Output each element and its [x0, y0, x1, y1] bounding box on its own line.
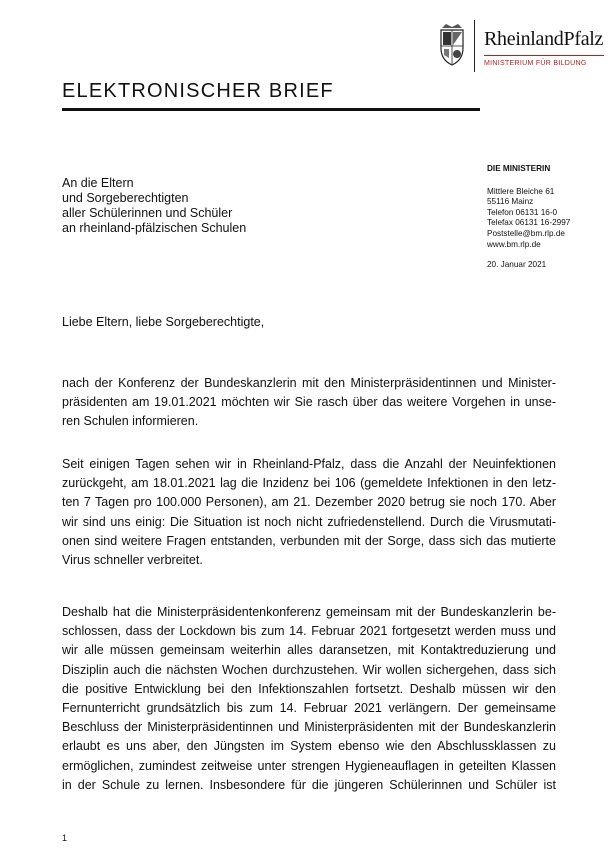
- page-number: 1: [62, 833, 68, 843]
- paragraph-line: Seit einigen Tagen sehen wir in Rheinland-Pfalz, dass die Anzahl der Neuinfektionen: [62, 457, 556, 471]
- sender-block: [487, 164, 570, 271]
- paragraph-line: ermöglichen, zumindest zeitweise unter strengen Hygieneauflagen in geteilten Klassen: [62, 758, 556, 773]
- paragraph-line: nach der Konferenz der Bundeskanzlerin mit den Ministerpräsidentinnen und Minister-: [62, 376, 556, 390]
- recipient-line: an rheinland-pfälzischen Schulen: [62, 221, 247, 235]
- sender-email-link[interactable]: Poststelle@bm.rlp.de: [487, 228, 565, 238]
- coat-of-arms-icon: [438, 22, 466, 66]
- paragraph-line: ren Schulen informieren.: [62, 414, 199, 429]
- recipient-address: [62, 176, 246, 236]
- brand-name: RheinlandPfalz: [484, 28, 604, 50]
- sender-address-line: 55116 Mainz: [487, 197, 534, 207]
- paragraph-line: onen sind weitere Fragen entstanden, verbunden mit der Sorge, dass sich das mutierte: [62, 533, 556, 548]
- recipient-line: An die Eltern: [62, 176, 134, 190]
- paragraph-line: Disziplin auch die nächsten Wochen durchzustehen. Wir wollen sichergehen, dass sich: [62, 662, 556, 677]
- sender-fax: Telefax 06131 16-2997: [487, 218, 571, 228]
- logo-divider: [474, 20, 475, 72]
- sender-website-link[interactable]: www.bm.rlp.de: [487, 239, 541, 249]
- paragraph-line: Deshalb hat die Ministerpräsidentenkonferenz gemeinsam mit der Bundeskanzlerin be-: [62, 605, 556, 619]
- paragraph-line: schlossen, dass der Lockdown bis zum 14. Februar 2021 fortgesetzt werden muss und: [62, 624, 556, 639]
- brand-subtitle: MINISTERIUM FÜR BILDUNG: [484, 60, 587, 67]
- paragraph-line: in der Schule zu lernen. Insbesondere für die jüngeren Schülerinnen und Schüler ist: [62, 777, 556, 792]
- paragraph-line: Beschluss der Ministerpräsidentinnen und Ministerpräsidenten mit der Bundeskanzlerin: [62, 720, 556, 735]
- salutation: Liebe Eltern, liebe Sorgeberechtigte,: [62, 315, 265, 329]
- ministry-logo: [438, 20, 608, 80]
- paragraph-line: zurückgeht, am 18.01.2021 lag die Inzidenz bei 106 (gemeldete Infektionen in den letz-: [62, 476, 556, 491]
- paragraph-line: ten 7 Tagen pro 100.000 Personen), am 21. Dezember 2020 betrug sie noch 170. Aber: [62, 495, 556, 510]
- paragraph-line: erlaubt es uns aber, den Jüngsten im System ebenso wie den Abschlussklassen zu: [62, 739, 556, 754]
- document-title: ELEKTRONISCHER BRIEF: [62, 80, 334, 102]
- sender-phone: Telefon 06131 16-0: [487, 207, 558, 217]
- paragraph-line: Virus schneller verbreitet.: [62, 553, 203, 568]
- paragraph-line: die positive Entwicklung bei den Infektionszahlen fortsetzt. Deshalb müssen wir den: [62, 681, 556, 696]
- recipient-line: und Sorgeberechtigten: [62, 191, 189, 205]
- paragraph-line: Fernunterricht grundsätzlich bis zum 14. Februar 2021 verlängern. Der gemeinsame: [62, 701, 556, 716]
- paragraph-line: wir alle müssen gemeinsam weiterhin alles daransetzen, mit Kontaktreduzierung und: [62, 643, 556, 658]
- paragraph: [62, 374, 556, 432]
- title-rule: [62, 108, 480, 111]
- paragraph: [62, 455, 556, 570]
- sender-title: DIE MINISTERIN: [487, 164, 551, 173]
- letter-date: 20. Januar 2021: [487, 260, 547, 270]
- paragraph-line: wir sind uns einig: Die Situation ist noch nicht zufriedenstellend. Durch die Virusmutati-: [62, 514, 556, 529]
- sender-address-line: Mittlere Bleiche 61: [487, 186, 555, 196]
- paragraph: [62, 603, 556, 795]
- recipient-line: aller Schülerinnen und Schüler: [62, 206, 233, 220]
- paragraph-line: präsidenten am 19.01.2021 möchten wir Sie rasch über das weitere Vorgehen in unse-: [62, 395, 556, 410]
- brand-rule: [484, 55, 604, 56]
